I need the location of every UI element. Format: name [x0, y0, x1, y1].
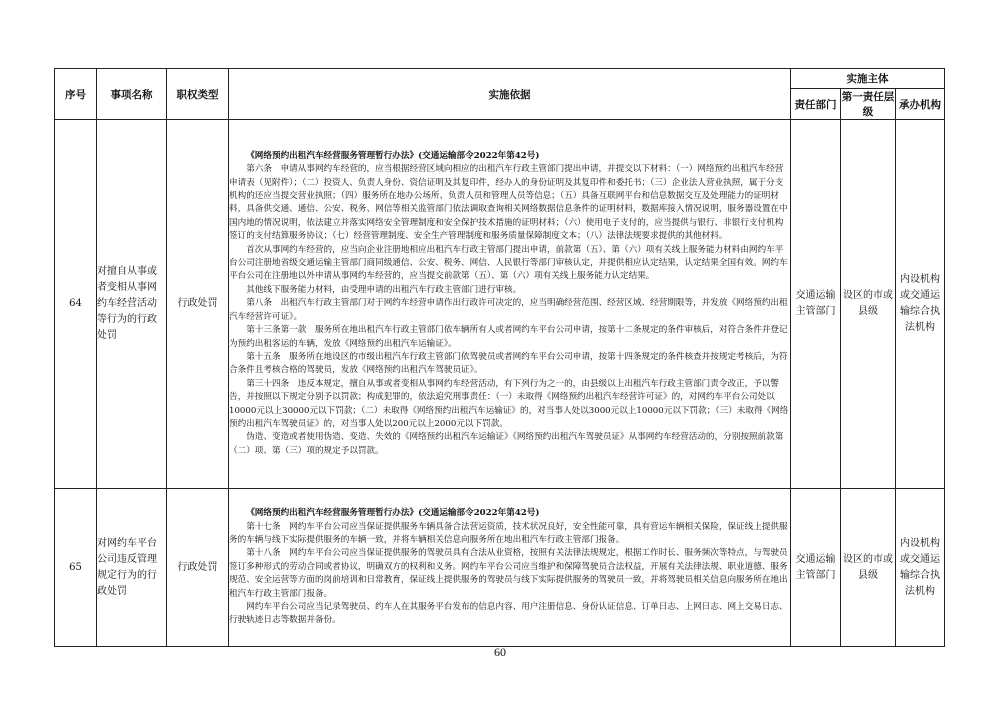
row-basis	[229, 489, 791, 647]
law-title: 《网络预约出租汽车经营服务管理暂行办法》(交通运输部令2022年第42号)	[246, 150, 540, 161]
header-basis: 实施依据	[229, 69, 791, 120]
header-agency: 承办机构	[896, 89, 945, 120]
row-agency: 内设机构或交通运输综合执法机构	[896, 120, 945, 489]
header-item-name: 事项名称	[97, 69, 167, 120]
row-agency: 内设机构或交通运输综合执法机构	[896, 489, 945, 647]
row-seq: 65	[55, 489, 97, 647]
table-row	[55, 489, 945, 647]
header-dept: 责任部门	[791, 89, 841, 120]
table-row	[55, 120, 945, 489]
basis-paragraph: 第六条 申请从事网约车经营的，应当根据经营区域向相应的出租汽车行政主管部门提出申请，并提交以下材料：（一）网络预约出租汽车经营申请表（见附件）；（二）投资人、负责人身份、资信证明及其复印件，经办人的身份证明及其复印件和委托书；（三）企业法人营业执照，属于分支机构的还应当提交营业执照；（四）服务所在地办公场所、负责人员和管理人员等信息；（五）具备互联网平台和信息数据交互及处理能力的证明材料，具备供交通、通信、公安、税务、网信等相关监管部门依法调取查询相关网络数据信息条件的证明材料，数据库接入情况说明，服务器设置在中国内地的情况说明，依法建立并落实网络安全管理制度和安全保护技术措施的证明材料；（六）使用电子支付的，应当提供与银行、非银行支付机构签订的支付结算服务协议；（七）经营管理制度、安全生产管理制度和服务质量保障制度文本；（八）法律法规要求提供的其他材料。	[229, 164, 788, 242]
basis-paragraph: 其他线下服务能力材料，由受理申请的出租汽车行政主管部门进行审核。	[246, 284, 522, 295]
law-title: 《网络预约出租汽车经营服务管理暂行办法》(交通运输部令2022年第42号)	[246, 508, 540, 519]
basis-paragraph: 伪造、变造或者使用伪造、变造、失效的《网络预约出租汽车运输证》《网络预约出租汽车驾驶员证》从事网约车经营活动的，分别按照前款第（二）项、第（三）项的规定予以罚款。	[229, 432, 784, 456]
row-level: 设区的市或县级	[841, 120, 896, 489]
enforcement-table	[54, 68, 945, 647]
row-item-name: 对网约车平台公司违反管理规定行为的行政处罚	[97, 489, 167, 647]
header-level: 第一责任层级	[841, 89, 896, 120]
basis-paragraph: 第八条 出租汽车行政主管部门对于网约车经营申请作出行政许可决定的，应当明确经营范围、经营区域、经营期限等，并发放《网络预约出租汽车经营许可证》。	[229, 298, 788, 322]
header-row	[55, 69, 945, 89]
basis-paragraph: 第十七条 网约车平台公司应当保证提供服务车辆具备合法营运资质，技术状况良好，安全性能可靠，具有营运车辆相关保险，保证线上提供服务的车辆与线下实际提供服务的车辆一致，并将车辆相关信息向服务所在地出租汽车行政主管部门报备。	[229, 521, 788, 545]
row-basis	[229, 120, 791, 489]
row-item-name: 对擅自从事或者变相从事网约车经营活动等行为的行政处罚	[97, 120, 167, 489]
basis-paragraph: 第三十四条 违反本规定，擅自从事或者变相从事网约车经营活动，有下列行为之一的，由县级以上出租汽车行政主管部门责令改正，予以警告，并按照以下规定分别予以罚款；构成犯罪的，依法追究刑事责任：（一）未取得《网络预约出租汽车经营许可证》的，对网约车平台公司处以10000元以上30000元以下罚款；（二）未取得《网络预约出租汽车运输证》的，对当事人处以3000元以上10000元以下罚款；（三）未取得《网络预约出租汽车驾驶员证》的，对当事人处以200元以上2000元以下罚款。	[229, 378, 789, 429]
row-dept: 交通运输主管部门	[791, 120, 841, 489]
row-seq: 64	[55, 120, 97, 489]
row-level: 设区的市或县级	[841, 489, 896, 647]
row-power-type: 行政处罚	[167, 120, 229, 489]
basis-paragraph: 第十五条 服务所在地设区的市级出租汽车行政主管部门依驾驶员或者网约车平台公司申请，按第十四条规定的条件核查并按规定考核后，为符合条件且考核合格的驾驶员，发放《网络预约出租汽车驾驶员证》。	[229, 351, 788, 376]
basis-paragraph: 网约车平台公司应当记录驾驶员、约车人在其服务平台发布的信息内容、用户注册信息、身份认证信息、订单日志、上网日志、网上交易日志、行驶轨迹日志等数据并备份。	[229, 602, 788, 626]
page-number: 60	[494, 645, 506, 659]
row-dept: 交通运输主管部门	[791, 489, 841, 647]
header-seq: 序号	[55, 69, 97, 120]
basis-paragraph: 首次从事网约车经营的，应当向企业注册地相应出租汽车行政主管部门提出申请，前款第（五）、第（六）项有关线上服务能力材料由网约车平台公司注册地省级交通运输主管部门商同级通信、公安、税务、网信、人民银行等部门审核认定，并提供相应认定结果，认定结果全国有效。网约车平台公司在注册地以外申请从事网约车经营的，应当提交前款第（五）、第（六）项有关线上服务能力认定结果。	[229, 244, 788, 282]
basis-paragraph: 第十三条第一款 服务所在地出租汽车行政主管部门依车辆所有人或者网约车平台公司申请，按第十二条规定的条件审核后，对符合条件并登记为预约出租客运的车辆，发放《网络预约出租汽车运输证》。	[229, 325, 788, 349]
header-power-type: 职权类型	[167, 69, 229, 120]
basis-paragraph: 第十八条 网约车平台公司应当保证提供服务的驾驶员具有合法从业资格，按照有关法律法规规定，根据工作时长、服务频次等特点，与驾驶员签订多种形式的劳动合同或者协议，明确双方的权利和义务。网约车平台公司应当维护和保障驾驶员合法权益，开展有关法律法规、职业道德、服务规范、安全运营等方面的岗前培训和日常教育，保证线上提供服务的驾驶员与线下实际提供服务的驾驶员一致，并将驾驶员相关信息向服务所在地出租汽车行政主管部门报备。	[229, 548, 788, 599]
row-power-type: 行政处罚	[167, 489, 229, 647]
header-subject: 实施主体	[791, 69, 945, 89]
